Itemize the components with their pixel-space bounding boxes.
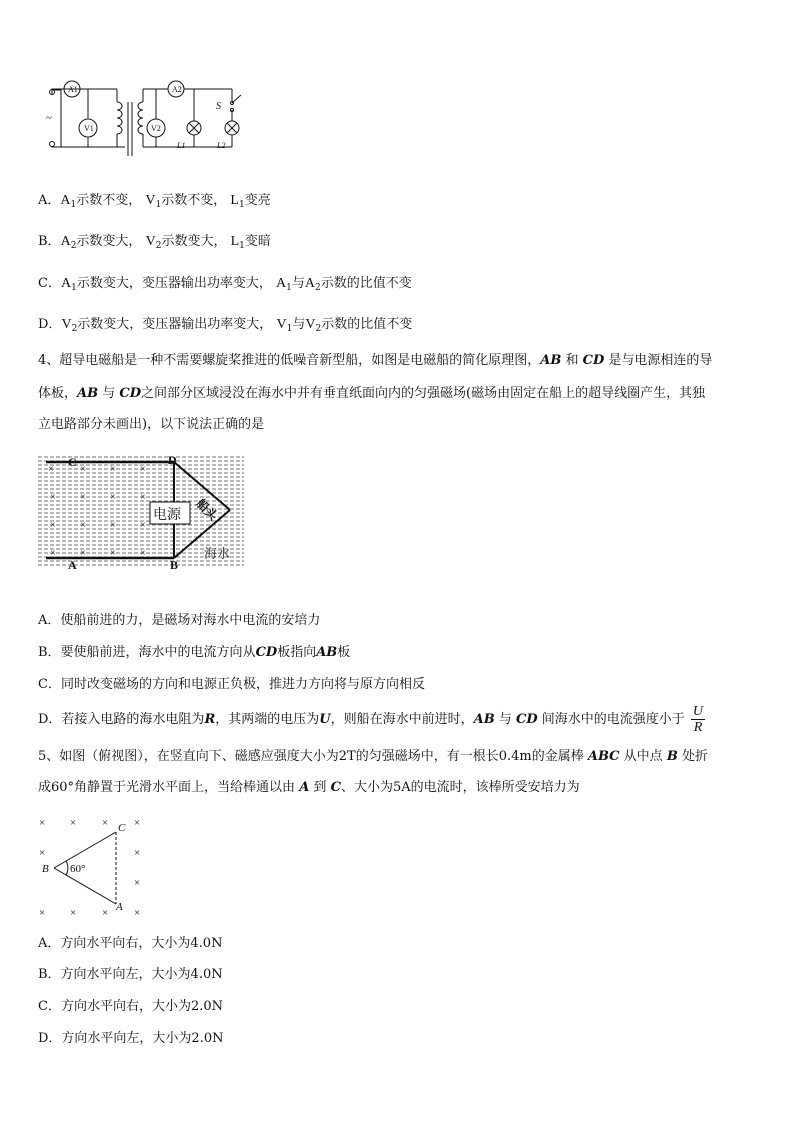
svg-text:×: × [110, 464, 116, 475]
svg-text:×: × [70, 907, 77, 919]
lamp-l1-label: L1 [177, 141, 186, 150]
plate-a-label: A [68, 558, 77, 572]
point-c-label: C [118, 822, 126, 834]
svg-text:×: × [50, 520, 56, 531]
q3-option-a: A．$A_1$示数不变， $V_1$示数不变， $L_1$变亮 [38, 193, 271, 210]
seawater-label: 海水 [204, 546, 231, 561]
svg-text:×: × [110, 492, 116, 503]
lamp-l2-label: L2 [217, 141, 226, 150]
q4-option-c: C．同时改变磁场的方向和电源正负极，推进力方向将与原方向相反 [38, 677, 425, 692]
svg-text:×: × [102, 817, 109, 829]
svg-text:×: × [70, 817, 77, 829]
q4-stem-line-1: 4、超导电磁船是一种不需要螺旋桨推进的低噪音新型船，如图是电磁船的简化原理图，AB 和 CD 是与电源相连的导 [38, 353, 713, 368]
ammeter-a1-label: A1 [68, 85, 78, 94]
svg-text:×: × [140, 548, 146, 559]
svg-text:×: × [134, 907, 141, 919]
svg-text:×: × [134, 847, 141, 859]
q4-option-b: B．要使船前进，海水中的电流方向从CD板指向AB板 [38, 645, 351, 660]
q4-stem-line-2: 体板，AB 与 CD之间部分区域浸没在海水中并有垂直纸面向内的匀强磁场(磁场由固定在船上的超导线圈产生，其独 [38, 386, 706, 401]
svg-text:×: × [110, 520, 116, 531]
plate-c-label: C [68, 455, 77, 469]
bent-rod-figure [36, 812, 156, 924]
q5-option-a: A．方向水平向右，大小为4.0N [38, 936, 223, 951]
svg-text:×: × [140, 520, 146, 531]
voltmeter-v1-label: V1 [84, 124, 94, 133]
q5-option-d: D．方向水平向左，大小为2.0N [38, 1031, 224, 1046]
q3-option-c: C．$A_1$示数变大，变压器输出功率变大， $A_1$与$A_2$示数的比值不变 [38, 276, 412, 293]
q3-option-b: B．$A_2$示数变大， $V_2$示数变大， $L_1$变暗 [38, 234, 271, 251]
svg-text:×: × [140, 492, 146, 503]
svg-text:×: × [80, 492, 86, 503]
point-a-label: A [116, 901, 123, 913]
plate-b-label: B [170, 558, 179, 572]
q4-stem-line-3: 立电路部分未画出)，以下说法正确的是 [38, 417, 265, 432]
svg-text:×: × [140, 464, 146, 475]
ac-source-symbol: ~ [46, 112, 52, 124]
switch-label: S [216, 101, 221, 112]
svg-text:×: × [102, 907, 109, 919]
q5-stem-line-2: 成60°角静置于光滑水平面上，当给棒通以由 A 到 C、大小为5A的电流时，该棒所受安培力为 [38, 780, 580, 795]
svg-text:×: × [80, 464, 86, 475]
svg-text:×: × [39, 847, 46, 859]
svg-text:×: × [80, 548, 86, 559]
svg-text:×: × [48, 464, 54, 475]
plate-d-label: D [168, 453, 177, 467]
svg-text:×: × [50, 548, 56, 559]
svg-text:×: × [134, 817, 141, 829]
svg-text:×: × [39, 817, 46, 829]
q5-option-c: C．方向水平向右，大小为2.0N [38, 999, 223, 1014]
point-b-label: B [42, 863, 49, 875]
q3-option-d: D．$V_2$示数变大，变压器输出功率变大， $V_1$与$V_2$示数的比值不变 [38, 317, 413, 334]
voltmeter-v2-label: V2 [151, 124, 161, 133]
q5-stem-line-1: 5、如图（俯视图），在竖直向下、磁感应强度大小为2T的匀强磁场中，有一根长0.4m的金属棒 ABC 从中点 B 处折 [38, 749, 708, 764]
svg-text:×: × [134, 877, 141, 889]
ship-bow-label: 船头 [193, 496, 221, 524]
transformer-circuit-figure [40, 76, 255, 160]
electromagnetic-ship-figure [38, 452, 244, 572]
q4-option-a: A．使船前进的力，是磁场对海水中电流的安培力 [38, 613, 321, 628]
svg-text:×: × [39, 907, 46, 919]
q5-option-b: B．方向水平向左，大小为4.0N [38, 967, 223, 982]
angle-60-label: 60° [70, 863, 86, 875]
u-over-r-fraction: $\frac{U}{R}$ [692, 704, 704, 735]
q4-option-d: D．若接入电路的海水电阻为R，其两端的电压为U，则船在海水中前进时，AB 与 CD 间海水中的电流强度小于 $\frac{U}{R}$ [38, 704, 704, 735]
power-source-label: 电源 [153, 508, 181, 523]
svg-text:×: × [110, 548, 116, 559]
svg-text:×: × [50, 492, 56, 503]
svg-text:×: × [80, 520, 86, 531]
ammeter-a2-label: A2 [172, 85, 182, 94]
